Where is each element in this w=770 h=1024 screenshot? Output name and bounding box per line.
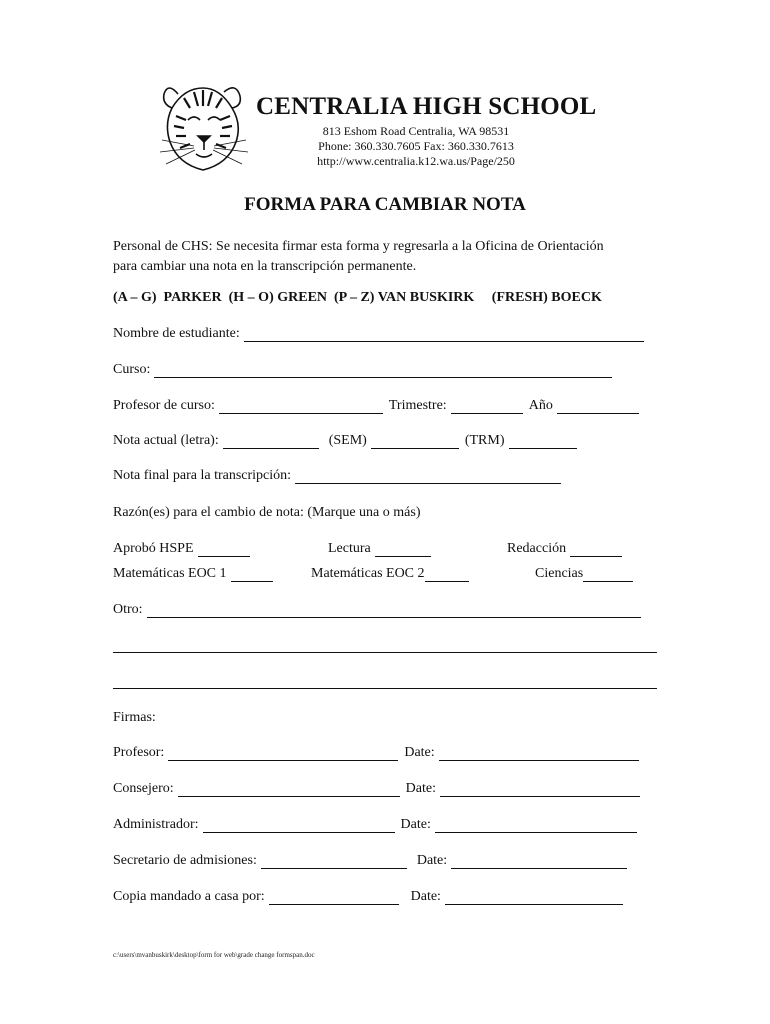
signature-copy-date-label: Date: xyxy=(410,889,441,904)
reason-math1-label: Matemáticas EOC 1 xyxy=(113,566,227,581)
signature-registrar-label: Secretario de admisiones: xyxy=(113,853,257,868)
reason-writing-label: Redacción xyxy=(507,541,567,556)
signature-teacher-date-field[interactable] xyxy=(439,746,639,761)
student-name-label: Nombre de estudiante: xyxy=(113,326,240,341)
reason-science xyxy=(535,566,633,582)
signature-admin-label: Administrador: xyxy=(113,817,199,832)
reason-science-field[interactable] xyxy=(583,567,633,582)
teacher-field[interactable] xyxy=(219,399,383,414)
other-continuation-line-2[interactable] xyxy=(113,688,657,689)
signature-copy-row xyxy=(113,889,623,905)
reasons-heading-text: Razón(es) para el cambio de nota: (Marque una o más) xyxy=(113,505,421,520)
teacher-label: Profesor de curso: xyxy=(113,398,215,413)
reason-hspe-label: Aprobó HSPE xyxy=(113,541,194,556)
instructions xyxy=(113,237,604,277)
reasons-heading xyxy=(113,505,421,521)
reason-science-label: Ciencias xyxy=(535,566,584,581)
signature-copy-date-field[interactable] xyxy=(445,890,623,905)
reason-hspe xyxy=(113,541,250,557)
reason-hspe-field[interactable] xyxy=(198,542,250,557)
signature-counselor-date-field[interactable] xyxy=(440,782,640,797)
signature-teacher-label: Profesor: xyxy=(113,745,165,760)
current-grade-field[interactable] xyxy=(223,434,319,449)
reason-reading-label: Lectura xyxy=(328,541,371,556)
final-grade-row xyxy=(113,468,561,484)
reason-math1 xyxy=(113,566,273,582)
other-row xyxy=(113,602,641,618)
school-phone-fax: Phone: 360.330.7605 Fax: 360.330.7613 xyxy=(318,139,514,153)
signatures-heading-text: Firmas: xyxy=(113,710,156,725)
student-name-field[interactable] xyxy=(244,327,644,342)
year-field[interactable] xyxy=(557,399,639,414)
signature-admin-date-label: Date: xyxy=(400,817,431,832)
course-field[interactable] xyxy=(154,363,612,378)
signature-copy-label: Copia mandado a casa por: xyxy=(113,889,265,904)
instructions-line-2: para cambiar una nota en la transcripción permanente. xyxy=(113,259,417,274)
year-label: Año xyxy=(528,398,553,413)
signature-registrar-field[interactable] xyxy=(261,854,407,869)
teacher-row xyxy=(113,398,639,414)
reason-math2 xyxy=(311,566,469,582)
student-name-row xyxy=(113,326,644,342)
current-grade-label: Nota actual (letra): xyxy=(113,433,219,448)
signature-admin-date-field[interactable] xyxy=(435,818,637,833)
trm-field[interactable] xyxy=(509,434,577,449)
school-address: 813 Eshom Road Centralia, WA 98531 xyxy=(322,124,510,138)
signature-copy-field[interactable] xyxy=(269,890,399,905)
reason-math1-field[interactable] xyxy=(231,567,273,582)
trm-label: (TRM) xyxy=(464,433,505,448)
reason-writing xyxy=(507,541,622,557)
school-website[interactable]: http://www.centralia.k12.wa.us/Page/250 xyxy=(317,154,515,168)
reason-writing-field[interactable] xyxy=(570,542,622,557)
reason-math2-field[interactable] xyxy=(425,567,469,582)
sem-label: (SEM) xyxy=(328,433,367,448)
signature-admin-field[interactable] xyxy=(203,818,395,833)
instructions-line-1: Personal de CHS: Se necesita firmar esta forma y regresarla a la Oficina de Orientación xyxy=(113,239,604,254)
other-field[interactable] xyxy=(147,603,641,618)
signature-registrar-date-field[interactable] xyxy=(451,854,627,869)
final-grade-label: Nota final para la transcripción: xyxy=(113,468,292,483)
other-continuation-line-1[interactable] xyxy=(113,652,657,653)
signature-registrar-row xyxy=(113,853,627,869)
sem-field[interactable] xyxy=(371,434,459,449)
trimester-field[interactable] xyxy=(451,399,523,414)
other-label: Otro: xyxy=(113,602,143,617)
signature-registrar-date-label: Date: xyxy=(416,853,448,868)
signature-counselor-field[interactable] xyxy=(178,782,400,797)
signature-counselor-row xyxy=(113,781,640,797)
signature-admin-row xyxy=(113,817,637,833)
signature-counselor-date-label: Date: xyxy=(405,781,436,796)
final-grade-field[interactable] xyxy=(295,469,561,484)
current-grade-row xyxy=(113,433,577,449)
course-label: Curso: xyxy=(113,362,151,377)
trimester-label: Trimestre: xyxy=(388,398,447,413)
reason-reading xyxy=(328,541,431,557)
signature-teacher-field[interactable] xyxy=(168,746,398,761)
tiger-head-icon xyxy=(158,80,248,172)
signature-counselor-label: Consejero: xyxy=(113,781,174,796)
form-title: FORMA PARA CAMBIAR NOTA xyxy=(244,194,526,215)
school-name: CENTRALIA HIGH SCHOOL xyxy=(256,93,597,120)
course-row xyxy=(113,362,612,378)
counselor-assignments: (A – G) PARKER (H – O) GREEN (P – Z) VAN BUSKIRK (FRESH) BOECK xyxy=(113,290,602,305)
signature-teacher-date-label: Date: xyxy=(404,745,435,760)
signature-teacher-row xyxy=(113,745,639,761)
footer-file-path: c:\users\mvanbuskirk\desktop\form for web\grade change formspan.doc xyxy=(113,951,315,959)
reason-reading-field[interactable] xyxy=(375,542,431,557)
reason-math2-label: Matemáticas EOC 2 xyxy=(311,566,425,581)
signatures-heading xyxy=(113,710,156,726)
